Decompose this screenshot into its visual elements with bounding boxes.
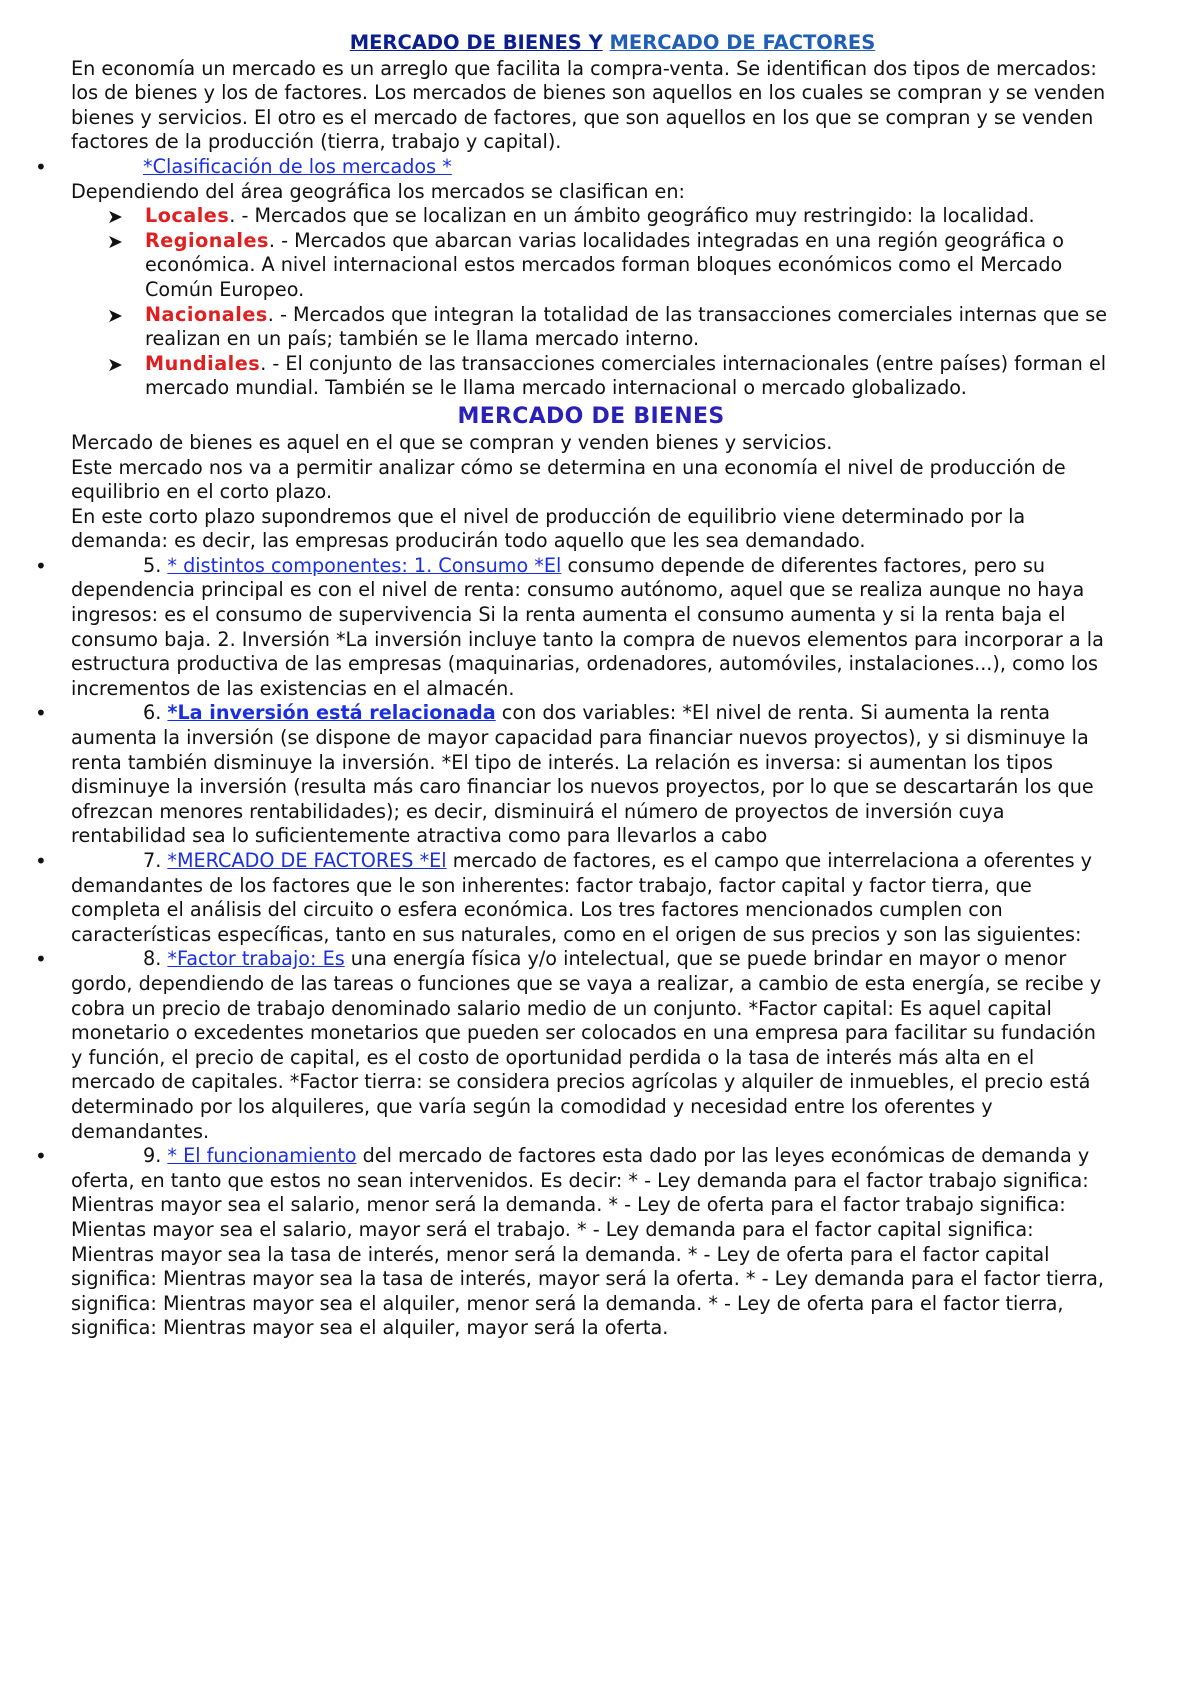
point-text: mercado de factores, es el campo que interrelaciona a oferentes y demandantes de los factores que le son inherentes: factor trabajo, factor capital y factor tierra, que completa el análisis del circuito o esfera económica. Los tres factores mencionados cumplen con características específicas, tanto en sus naturales, como en el origen de sus precios y son las siguientes:: [71, 849, 1093, 946]
point-number: 6.: [143, 701, 168, 725]
list-item: [71, 352, 1111, 401]
market-term: Locales: [145, 204, 230, 228]
point-number: 8.: [143, 947, 168, 971]
classification-lead: Dependiendo del área geográfica los mercados se clasifican en:: [71, 179, 685, 203]
point-number: 5.: [143, 553, 168, 577]
intro-paragraph: En economía un mercado es un arreglo que facilita la compra-venta. Se identifican dos tipos de mercados: los de bienes y los de factores. Los mercados de bienes son aquellos en los cuales se compran y se venden bienes y servicios. El otro es el mercado de factores, que son aquellos en los que se compran y se venden factores de la producción (tierra, trabajo y capital).: [71, 56, 1106, 154]
point-text: una energía física y/o intelectual, que se puede brindar en mayor o menor gordo, dependiendo de las tareas o funciones que se vaya a realizar, a cambio de esta energía, se recibe y cobra un precio de trabajo denominado salario medio de un conjunto. *Factor capital: Es aquel capital monetario o excedentes monetarios que pueden ser colocados en una empresa para facilitar su fundación y función, el precio de capital, es el costo de oportunidad perdida o la tasa de interés más alta en el mercado de capitales. *Factor tierra: se considera precios agrícolas y alquiler de inmuebles, el precio está determinado por los alquileres, que varía según la comodidad y necesidad entre los oferentes y demandantes.: [71, 947, 1102, 1143]
document-content: [71, 31, 1111, 1341]
arrow-bullet-icon: ➤: [107, 353, 123, 376]
point-8: [71, 947, 1111, 1144]
list-item: [71, 229, 1111, 303]
point-number: 9.: [143, 1144, 168, 1168]
point-9: [71, 1144, 1111, 1341]
title-part-factores: MERCADO DE FACTORES: [609, 31, 876, 54]
title-part-bienes: MERCADO DE BIENES Y: [349, 31, 603, 54]
list-item: [71, 204, 1111, 229]
classification-title[interactable]: *Clasificación de los mercados *: [143, 154, 452, 178]
point-link[interactable]: * El funcionamiento: [167, 1144, 357, 1168]
classification-bullet: [71, 155, 1111, 180]
market-description: . - Mercados que integran la totalidad de las transacciones comerciales internas que se realizan en un país; también se le llama mercado interno.: [145, 302, 1108, 351]
list-item: [71, 303, 1111, 352]
point-text: del mercado de factores esta dado por las leyes económicas de demanda y oferta, en tanto que estos no sean intervenidos. Es decir: * - Ley demanda para el factor trabajo significa: Mientras mayor sea el salario, menor será la demanda. * - Ley de oferta para el factor trabajo significa: Mientas mayor sea el salario, mayor será el trabajo. * - Ley demanda para el factor capital significa: Mientras mayor sea la tasa de interés, menor será la demanda. * - Ley de oferta para el factor capital significa: Mientras mayor sea la tasa de interés, mayor será la oferta. * - Ley demanda para el factor tierra, significa: Mientras mayor sea el alquiler, menor será la demanda. * - Ley de oferta para el factor tierra, significa: Mientras mayor sea el alquiler, mayor será la oferta.: [71, 1144, 1105, 1340]
point-text: consumo depende de diferentes factores, pero su dependencia principal es con el nivel de renta: consumo autónomo, aquel que se realiza aunque no haya ingresos: es el consumo de supervivencia Si la renta aumenta el consumo aumenta y si la renta baja el consumo baja. 2. Inversión *La inversión incluye tanto la compra de nuevos elementos para incorporar a la estructura productiva de las empresas (maquinarias, ordenadores, automóviles, instalaciones...), como los incrementos de las existencias en el almacén.: [71, 553, 1104, 700]
point-link[interactable]: * distintos componentes: 1. Consumo *El: [167, 553, 562, 577]
bienes-paragraph: Mercado de bienes es aquel en el que se compran y venden bienes y servicios.: [71, 430, 833, 454]
bienes-paragraph: En este corto plazo supondremos que el nivel de producción de equilibrio viene determinado por la demanda: es decir, las empresas producirán todo aquello que les sea demandado.: [71, 504, 1026, 553]
arrow-bullet-icon: ➤: [107, 304, 123, 327]
bienes-paragraph: Este mercado nos va a permitir analizar cómo se determina en una economía el nivel de producción de equilibrio en el corto plazo.: [71, 455, 1066, 504]
arrow-bullet-icon: ➤: [107, 206, 123, 229]
market-term: Nacionales: [145, 302, 268, 326]
market-term: Mundiales: [145, 351, 261, 375]
market-term: Regionales: [145, 228, 269, 252]
page-title: [71, 31, 1111, 56]
market-description: . - Mercados que se localizan en un ámbito geográfico muy restringido: la localidad.: [229, 204, 1035, 228]
market-description: . - Mercados que abarcan varias localidades integradas en una región geográfica o económica. A nivel internacional estos mercados forman bloques económicos como el Mercado Común Europeo.: [145, 228, 1064, 301]
arrow-bullet-icon: ➤: [107, 230, 123, 253]
point-link[interactable]: *Factor trabajo: Es: [167, 947, 345, 971]
point-number: 7.: [143, 849, 168, 872]
point-text: con dos variables: *El nivel de renta. Si aumenta la renta aumenta la inversión (se dispone de mayor capacidad para financiar nuevos proyectos), y si disminuye la renta también disminuye la inversión. *El tipo de interés. La relación es inversa: si aumentan los tipos disminuye la inversión (resulta más caro financiar los nuevos proyectos, por lo que se descartarán los que ofrezcan menores rentabilidades); es decir, disminuirá el número de proyectos de inversión cuya rentabilidad sea lo suficientemente atractiva como para llevarlos a cabo: [71, 701, 1094, 848]
market-description: . - El conjunto de las transacciones comerciales internacionales (entre países) forman el mercado mundial. También se le llama mercado internacional o mercado globalizado.: [145, 351, 1107, 400]
section-heading-bienes: MERCADO DE BIENES: [457, 403, 725, 429]
point-7: [71, 849, 1111, 947]
point-6: [71, 701, 1111, 849]
point-link[interactable]: *MERCADO DE FACTORES *El: [167, 849, 447, 872]
market-types-list: [71, 204, 1111, 401]
point-5: [71, 554, 1111, 702]
point-link[interactable]: *La inversión está relacionada: [167, 701, 496, 725]
